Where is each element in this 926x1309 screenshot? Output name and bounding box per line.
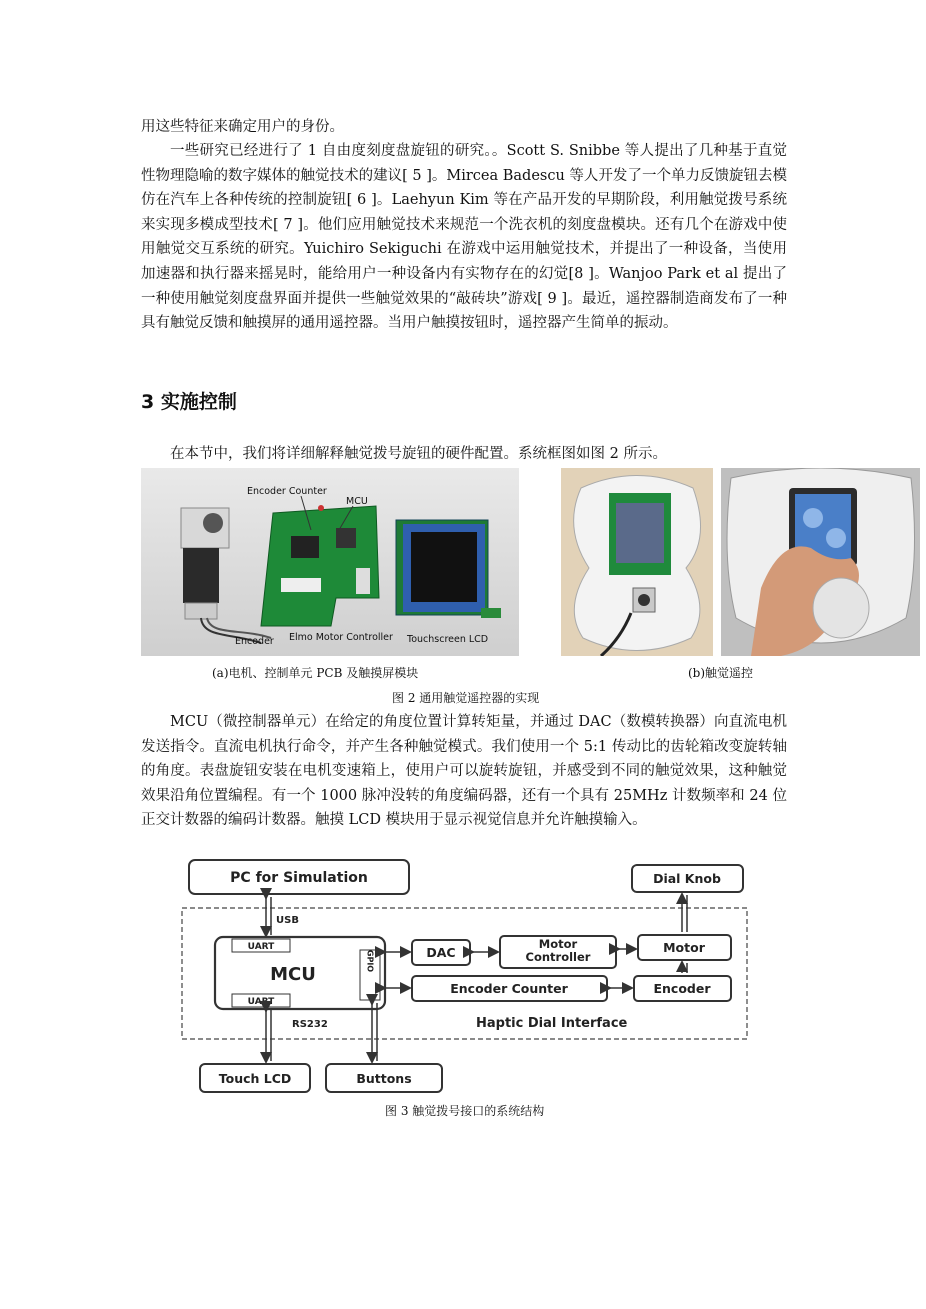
uart-bottom-label: UART [247,997,275,1007]
label-motor-controller: Elmo Motor Controller [289,632,393,643]
paragraph-mcu: MCU（微控制器单元）在给定的角度位置计算转矩量，并通过 DAC（数模转换器）向直流电机发送指令。直流电机执行命令，并产生各种触觉模式。我们使用一个 5:1 传动比的齿轮箱改变旋转轴的角度。表盘旋钮安装在电机变速箱上，使用户可以旋转旋钮，并感受到不同的触觉效果，这种触觉效果沿角位置编程。有一个 1000 脉冲没转的角度编码器，还有一个具有 25MHz 计数频率和 24 位正交计数器的编码计数器。触摸 LCD 模块用于显示视觉信息并允许触摸输入。 [141,714,787,829]
rs232-label: RS232 [292,1019,328,1030]
figure3-caption: 图 3 触觉拨号接口的系统结构 [385,1104,545,1118]
gpio-label: GPIO [365,949,375,973]
figure2-caption: 图 2 通用触觉遥控器的实现 [392,691,540,705]
label-encoder: Encoder [235,636,274,647]
touch-lcd-label: Touch LCD [218,1071,292,1086]
mcu-label: MCU [270,964,316,985]
dac-label: DAC [426,945,456,960]
encoder-label: Encoder [653,981,711,996]
paragraph-intro: 在本节中，我们将详细解释触觉拨号旋钮的硬件配置。系统框图如图 2 所示。 [170,446,667,462]
label-mcu: MCU [346,496,368,507]
photo-hardware-components [141,468,519,656]
photo-remote-open [561,468,713,656]
interface-label: Haptic Dial Interface [476,1016,628,1031]
encoder-counter-label: Encoder Counter [450,981,568,996]
motor-controller-label-1: Motor [538,937,578,951]
label-touchscreen: Touchscreen LCD [407,634,489,645]
paragraph-continuation: 用这些特征来确定用户的身份。 [141,119,344,135]
system-block-diagram [180,857,750,1097]
pc-label: PC for Simulation [230,870,368,886]
uart-top-label: UART [247,942,275,952]
buttons-label: Buttons [356,1071,412,1086]
figure2-subcaption-a: (a)电机、控制单元 PCB 及触摸屏模块 [212,666,419,680]
motor-controller-label-2: Controller [525,950,591,964]
figure2-subcaption-b: (b)触觉遥控 [688,666,754,680]
motor-label: Motor [663,940,705,955]
label-encoder-counter: Encoder Counter [247,486,327,497]
section-heading: 3 实施控制 [141,391,237,413]
usb-label: USB [276,915,299,926]
touchscreen-image [396,520,501,618]
dial-knob-label: Dial Knob [653,871,721,886]
photo-remote-hand [721,468,920,656]
paragraph-related-work: 一些研究已经进行了 1 自由度刻度盘旋钮的研究。。Scott S. Snibbe 等人提出了几种基于直觉性物理隐喻的数字媒体的触觉技术的建议[ 5 ]。Mircea Badescu 等人开发了一个单力反馈旋钮去模仿在汽车上各种传统的控制旋钮[ 6 ]。Laehyun Kim 等在产品开发的早期阶段，利用触觉拨号系统来实现多模成型技术[ 7 ]。他们应用触觉技术来规范一个洗衣机的刻度盘模块。还有几个在游戏中使用触觉交互系统的研究。Yuichiro Sekiguchi 在游戏中运用触觉技术，并提出了一种设备，当使用加速器和执行器来摇晃时，能给用户一种设备内有实物存在的幻觉[8 ]。Wanjoo Park et al 提出了一种使用触觉刻度盘界面并提供一些触觉效果的“敲砖块”游戏[ 9 ]。最近，遥控器制造商发布了一种具有触觉反馈和触摸屏的通用遥控器。当用户触摸按钮时，遥控器产生简单的振动。 [141,143,787,332]
